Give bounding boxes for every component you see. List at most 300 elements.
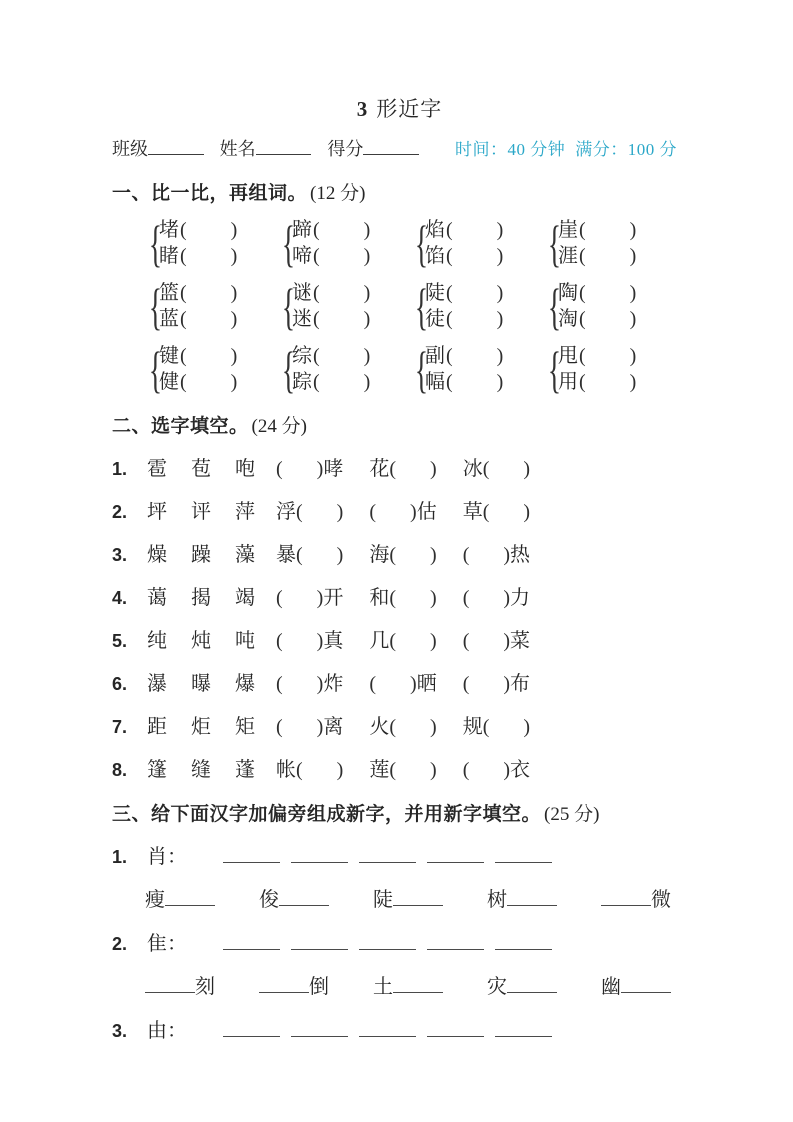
hanzi: 菜 (510, 630, 531, 652)
close-paren: ) (496, 371, 504, 393)
radical-item (112, 844, 687, 871)
pair-column (558, 280, 636, 332)
choice-char: 揭 (191, 587, 211, 609)
hanzi: 甩 (558, 345, 578, 367)
new-char-blanks (223, 937, 563, 950)
pair-group (545, 340, 678, 398)
choice-char: 藻 (235, 544, 255, 566)
choose-character-item (112, 585, 687, 611)
pair-group (146, 214, 279, 272)
pair-group (279, 277, 412, 335)
pair-column (425, 343, 503, 395)
choice-char: 蔼 (147, 587, 167, 609)
word-blank-line (279, 893, 329, 906)
hanzi: 谜 (292, 282, 312, 304)
fill-word (373, 887, 443, 914)
hanzi: 哮 (323, 458, 344, 480)
phrase (369, 542, 436, 568)
hanzi: 篮 (159, 282, 179, 304)
phrase (369, 499, 436, 525)
close-paren: ) (629, 282, 637, 304)
choice-characters (147, 714, 255, 740)
section-three-heading (112, 802, 687, 827)
section-three-points: (25 分) (544, 804, 600, 825)
word-blank-line (621, 980, 671, 993)
brace-glyph: { (281, 214, 296, 272)
item-number: 6. (112, 674, 128, 694)
item-number: 2. (112, 502, 128, 522)
pair-word-top (292, 343, 370, 369)
pair-word-bottom (425, 369, 503, 395)
close-paren: ) (230, 245, 238, 267)
open-paren: ( (180, 308, 187, 330)
pair-word-bottom (292, 306, 370, 332)
radical-items-area (112, 844, 687, 1045)
hanzi: 堵 (159, 219, 179, 241)
new-char-blank-line (359, 850, 416, 863)
open-paren: ( (462, 587, 470, 609)
radical-item (112, 931, 687, 958)
close-paren: ) (430, 587, 437, 609)
pair-word-top (292, 217, 370, 243)
pair-word-top (425, 280, 503, 306)
brace-glyph: { (414, 214, 429, 272)
hanzi: 浮 (276, 501, 296, 523)
open-paren: ( (313, 345, 320, 367)
phrase (463, 585, 530, 611)
close-paren: ) (496, 282, 504, 304)
hanzi: 幅 (425, 371, 445, 393)
pair-row (146, 214, 687, 272)
phrase (276, 499, 343, 525)
choice-char: 雹 (147, 458, 167, 480)
close-paren: ) (363, 345, 371, 367)
hanzi: 炸 (323, 673, 344, 695)
score-label: 得分 (327, 139, 364, 159)
hanzi: 规 (462, 716, 483, 738)
pair-word-bottom (292, 243, 370, 269)
new-char-blank-line (427, 937, 484, 950)
hanzi: 估 (416, 501, 437, 523)
choice-char: 炬 (191, 716, 211, 738)
hanzi: 睹 (159, 245, 179, 267)
choice-char: 爆 (235, 673, 255, 695)
pair-word-top (159, 280, 237, 306)
hanzi: 蓝 (159, 308, 179, 330)
phrases (276, 628, 530, 654)
pair-column (425, 217, 503, 269)
open-paren: ( (276, 673, 283, 695)
hanzi: 迷 (292, 308, 312, 330)
choose-character-items (112, 456, 687, 783)
phrase (463, 757, 530, 783)
phrase (369, 456, 436, 482)
fill-word (601, 974, 671, 1001)
phrases (276, 714, 530, 740)
open-paren: ( (180, 219, 187, 241)
choice-char: 坪 (147, 501, 167, 523)
open-paren: ( (180, 282, 187, 304)
open-paren: ( (296, 759, 303, 781)
close-paren: ) (430, 458, 437, 480)
open-paren: ( (389, 630, 397, 652)
hanzi: 健 (159, 371, 179, 393)
pair-column (292, 280, 370, 332)
open-paren: ( (389, 587, 397, 609)
pair-column (292, 217, 370, 269)
new-char-blank-line (291, 1024, 348, 1037)
hanzi: 焰 (425, 219, 445, 241)
pair-word-bottom (292, 369, 370, 395)
open-paren: ( (389, 759, 397, 781)
section-one-points: (12 分) (310, 183, 366, 204)
open-paren: ( (276, 630, 283, 652)
word-blank-line (145, 980, 195, 993)
hanzi: 键 (159, 345, 179, 367)
pair-groups-area (112, 214, 687, 398)
choose-character-item (112, 628, 687, 654)
open-paren: ( (180, 245, 187, 267)
class-label: 班级 (112, 139, 148, 159)
close-paren: ) (503, 673, 511, 695)
choose-character-item (112, 757, 687, 783)
hanzi: 陡 (425, 282, 445, 304)
pair-group (545, 214, 678, 272)
choose-character-item (112, 714, 687, 740)
close-paren: ) (336, 501, 344, 523)
fill-words-row (112, 887, 687, 914)
close-paren: ) (336, 759, 344, 781)
choice-char: 缝 (191, 759, 211, 781)
pair-word-bottom (558, 306, 636, 332)
new-char-blank-line (359, 937, 416, 950)
close-paren: ) (629, 308, 637, 330)
item-number: 3. (112, 1021, 128, 1041)
close-paren: ) (363, 219, 371, 241)
header-info-row (112, 137, 687, 162)
score-blank-line (363, 140, 419, 155)
hanzi: 倒 (309, 976, 329, 998)
phrase (369, 757, 436, 783)
hanzi: 几 (369, 630, 390, 652)
section-two-heading-text: 二、选字填空。 (112, 416, 249, 437)
hanzi: 陶 (558, 282, 578, 304)
name-label: 姓名 (219, 139, 256, 159)
phrase (369, 714, 436, 740)
hanzi: 离 (323, 716, 344, 738)
choice-char: 躁 (191, 544, 211, 566)
choice-char: 吨 (235, 630, 255, 652)
hanzi: 瘦 (145, 889, 165, 911)
pair-word-bottom (159, 306, 237, 332)
section-one-heading-text: 一、比一比，再组词。 (112, 183, 308, 204)
brace-glyph: { (281, 277, 296, 335)
choice-char: 评 (191, 501, 211, 523)
new-char-blank-line (427, 850, 484, 863)
open-paren: ( (276, 587, 283, 609)
phrases (276, 456, 530, 482)
phrase (463, 499, 530, 525)
pair-group (279, 340, 412, 398)
hanzi: 综 (292, 345, 312, 367)
choice-characters (147, 499, 255, 525)
word-blank-line (393, 893, 443, 906)
fill-word (145, 974, 215, 1001)
full-score-note: 满分：100 分 (575, 140, 678, 159)
choose-character-item (112, 542, 687, 568)
hanzi: 帐 (276, 759, 296, 781)
pair-group (146, 340, 279, 398)
phrase (276, 456, 343, 482)
pair-word-bottom (558, 243, 636, 269)
open-paren: ( (313, 308, 320, 330)
pair-word-top (558, 217, 636, 243)
hanzi: 和 (369, 587, 390, 609)
fill-word (601, 887, 671, 914)
pair-column (159, 280, 237, 332)
new-char-blank-line (223, 937, 280, 950)
exam-meta (455, 138, 687, 162)
base-character: 由： (147, 1020, 187, 1042)
fill-word (259, 974, 329, 1001)
pair-column (425, 280, 503, 332)
new-char-blanks (223, 1024, 563, 1037)
pair-column (159, 217, 237, 269)
open-paren: ( (579, 245, 586, 267)
pair-word-top (558, 343, 636, 369)
close-paren: ) (230, 345, 238, 367)
choice-characters (147, 628, 255, 654)
open-paren: ( (313, 245, 320, 267)
choice-char: 篷 (147, 759, 167, 781)
section-two-heading (112, 414, 687, 439)
word-blank-line (507, 980, 557, 993)
close-paren: ) (523, 458, 531, 480)
hanzi: 灾 (487, 976, 507, 998)
word-blank-line (507, 893, 557, 906)
phrases (276, 542, 530, 568)
fill-word (487, 974, 557, 1001)
hanzi: 花 (369, 458, 390, 480)
pair-word-bottom (558, 369, 636, 395)
close-paren: ) (629, 345, 637, 367)
hanzi: 啼 (292, 245, 312, 267)
pair-column (292, 343, 370, 395)
close-paren: ) (496, 245, 504, 267)
open-paren: ( (446, 308, 453, 330)
pair-word-bottom (425, 306, 503, 332)
open-paren: ( (482, 716, 490, 738)
hanzi: 俊 (259, 889, 279, 911)
close-paren: ) (503, 630, 511, 652)
phrase (276, 585, 343, 611)
fill-words-row (112, 974, 687, 1001)
open-paren: ( (579, 308, 586, 330)
hanzi: 淘 (558, 308, 578, 330)
section-two-points: (24 分) (251, 416, 307, 437)
choose-character-item (112, 456, 687, 482)
phrase (369, 671, 436, 697)
close-paren: ) (316, 458, 324, 480)
close-paren: ) (316, 630, 324, 652)
new-char-blank-line (223, 850, 280, 863)
phrase (463, 456, 530, 482)
open-paren: ( (180, 345, 187, 367)
open-paren: ( (389, 544, 397, 566)
hanzi: 刻 (195, 976, 215, 998)
new-char-blank-line (223, 1024, 280, 1037)
new-char-blank-line (359, 1024, 416, 1037)
open-paren: ( (389, 458, 397, 480)
close-paren: ) (230, 219, 238, 241)
new-char-blank-line (291, 937, 348, 950)
hanzi: 涯 (558, 245, 578, 267)
choice-characters (147, 757, 255, 783)
brace-glyph: { (414, 340, 429, 398)
choice-char: 矩 (235, 716, 255, 738)
title-text: 形近字 (376, 97, 443, 121)
base-character: 肖： (147, 846, 187, 868)
brace-glyph: { (414, 277, 429, 335)
page-title (112, 96, 687, 122)
fill-word (487, 887, 557, 914)
pair-word-bottom (425, 243, 503, 269)
brace-glyph: { (281, 340, 296, 398)
close-paren: ) (410, 501, 417, 523)
choice-char: 距 (147, 716, 167, 738)
section-three-heading-text: 三、给下面汉字加偏旁组成新字，并用新字填空。 (112, 804, 542, 825)
phrases (276, 757, 530, 783)
phrase (369, 628, 436, 654)
hanzi: 崖 (558, 219, 578, 241)
pair-column (558, 217, 636, 269)
open-paren: ( (446, 282, 453, 304)
close-paren: ) (430, 716, 437, 738)
phrase (463, 628, 530, 654)
phrases (276, 499, 530, 525)
close-paren: ) (629, 371, 637, 393)
pair-column (558, 343, 636, 395)
choice-char: 萍 (235, 501, 255, 523)
new-char-blank-line (427, 1024, 484, 1037)
phrase (276, 542, 343, 568)
open-paren: ( (180, 371, 187, 393)
open-paren: ( (296, 501, 303, 523)
brace-glyph: { (148, 214, 163, 272)
hanzi: 树 (487, 889, 507, 911)
close-paren: ) (230, 371, 238, 393)
item-number: 7. (112, 717, 128, 737)
phrase (276, 628, 343, 654)
open-paren: ( (482, 458, 490, 480)
hanzi: 布 (510, 673, 531, 695)
brace-glyph: { (148, 277, 163, 335)
phrase (369, 585, 436, 611)
section-one-heading (112, 181, 687, 206)
close-paren: ) (410, 673, 417, 695)
close-paren: ) (316, 587, 324, 609)
hanzi: 用 (558, 371, 578, 393)
item-number: 5. (112, 631, 128, 651)
close-paren: ) (496, 308, 504, 330)
hanzi: 草 (462, 501, 483, 523)
hanzi: 火 (369, 716, 390, 738)
brace-glyph: { (547, 277, 562, 335)
close-paren: ) (363, 245, 371, 267)
hanzi: 冰 (462, 458, 483, 480)
hanzi: 踪 (292, 371, 312, 393)
open-paren: ( (276, 458, 283, 480)
hanzi: 开 (323, 587, 344, 609)
open-paren: ( (369, 501, 377, 523)
phrase (276, 671, 343, 697)
choice-char: 苞 (191, 458, 211, 480)
hanzi: 暴 (276, 544, 296, 566)
choose-character-item (112, 671, 687, 697)
hanzi: 微 (651, 889, 671, 911)
open-paren: ( (446, 245, 453, 267)
choice-characters (147, 671, 255, 697)
pair-row (146, 277, 687, 335)
open-paren: ( (482, 501, 490, 523)
close-paren: ) (523, 501, 531, 523)
hanzi: 真 (323, 630, 344, 652)
pair-group (545, 277, 678, 335)
phrase (463, 714, 530, 740)
close-paren: ) (503, 587, 511, 609)
radical-item (112, 1018, 687, 1045)
close-paren: ) (629, 219, 637, 241)
hanzi: 海 (369, 544, 390, 566)
open-paren: ( (446, 371, 453, 393)
pair-word-bottom (159, 243, 237, 269)
pair-group (146, 277, 279, 335)
item-number: 2. (112, 934, 128, 954)
word-blank-line (259, 980, 309, 993)
open-paren: ( (579, 282, 586, 304)
close-paren: ) (316, 673, 324, 695)
close-paren: ) (336, 544, 344, 566)
choice-char: 炖 (191, 630, 211, 652)
close-paren: ) (230, 282, 238, 304)
choice-characters (147, 585, 255, 611)
open-paren: ( (462, 673, 470, 695)
open-paren: ( (462, 630, 470, 652)
brace-glyph: { (547, 214, 562, 272)
choice-char: 纯 (147, 630, 167, 652)
hanzi: 副 (425, 345, 445, 367)
open-paren: ( (446, 345, 453, 367)
open-paren: ( (276, 716, 283, 738)
hanzi: 幽 (601, 976, 621, 998)
phrase (276, 757, 343, 783)
choice-characters (147, 456, 255, 482)
open-paren: ( (579, 371, 586, 393)
phrase (463, 671, 530, 697)
pair-word-top (159, 343, 237, 369)
phrase (276, 714, 343, 740)
brace-glyph: { (148, 340, 163, 398)
name-blank-line (256, 140, 312, 155)
close-paren: ) (230, 308, 238, 330)
pair-group (412, 214, 545, 272)
close-paren: ) (496, 345, 504, 367)
lesson-number: 3 (356, 97, 368, 121)
pair-word-top (159, 217, 237, 243)
new-char-blank-line (291, 850, 348, 863)
choice-char: 蓬 (235, 759, 255, 781)
hanzi: 馅 (425, 245, 445, 267)
